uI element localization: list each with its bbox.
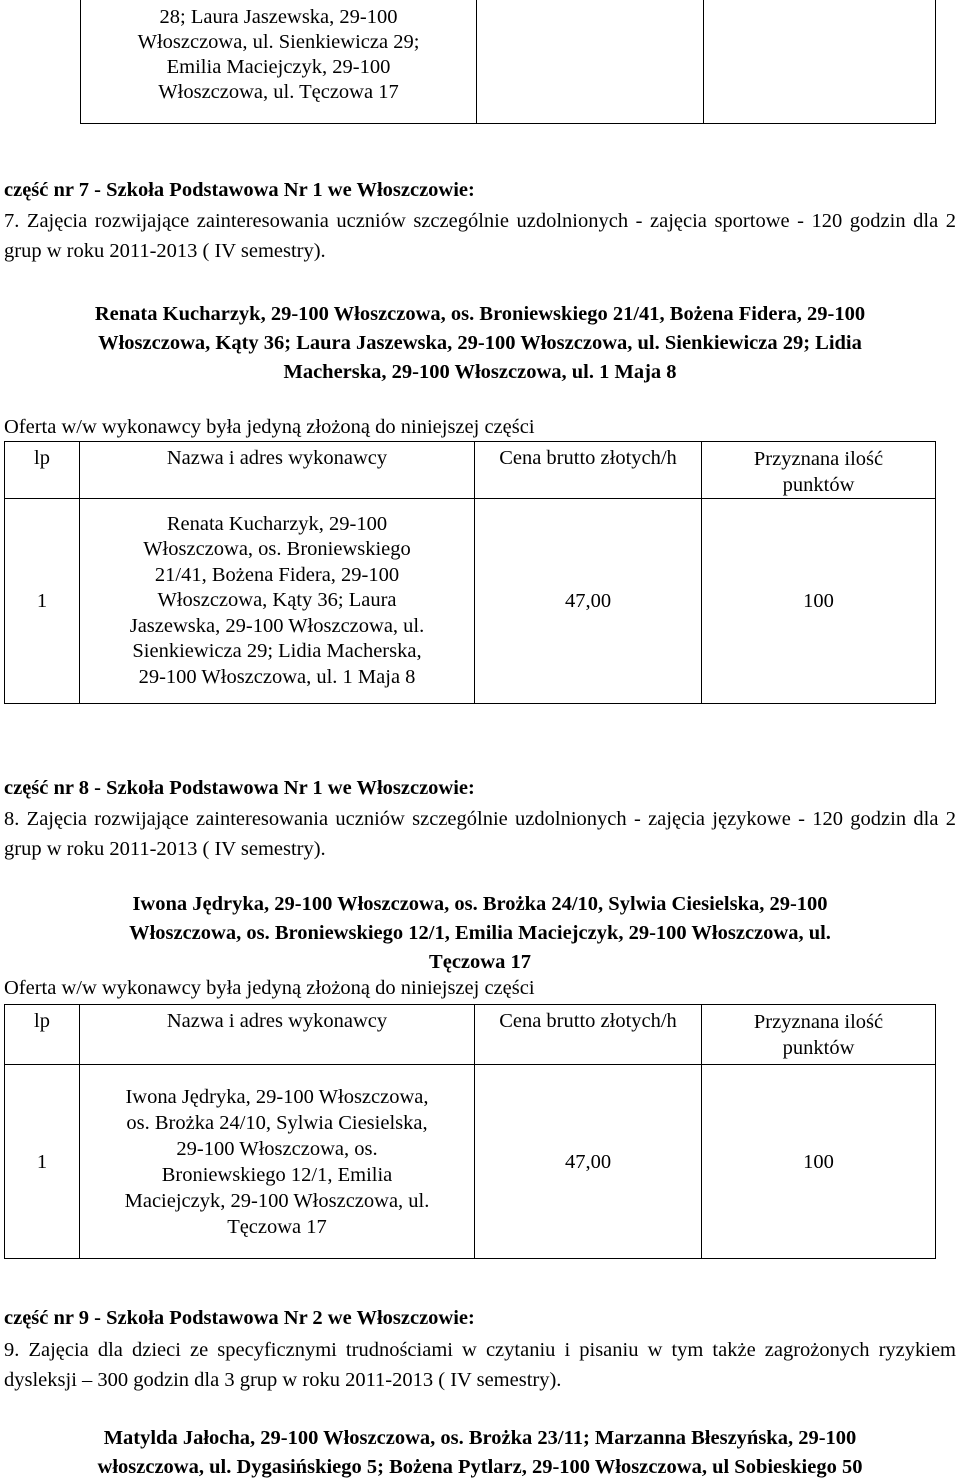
previous-name-line: Emilia Maciejczyk, 29-100: [166, 56, 391, 78]
winner-line: Włoszczowa, os. Broniewskiego 12/1, Emilia Maciejczyk, 29-100 Włoszczowa, ul.: [129, 922, 831, 944]
col-header-name: Nazwa i adres wykonawcy: [80, 442, 475, 499]
previous-price-cell: [477, 0, 704, 124]
row-name-line: Maciejczyk, 29-100 Włoszczowa, ul.: [124, 1189, 430, 1212]
row-lp: 1: [5, 1065, 80, 1259]
offer-note: Oferta w/w wykonawcy była jedyną złożoną do niniejszej części: [4, 416, 535, 438]
previous-name-line: 28; Laura Jaszewska, 29-100: [159, 6, 398, 28]
offer-note: Oferta w/w wykonawcy była jedyną złożoną do niniejszej części: [4, 977, 535, 999]
row-name-line: Broniewskiego 12/1, Emilia: [161, 1163, 393, 1186]
row-name-line: Jaszewska, 29-100 Włoszczowa, ul.: [129, 614, 425, 637]
row-name-line: Sienkiewicza 29; Lidia Macherska,: [132, 640, 422, 663]
row-name-line: 29-100 Włoszczowa, ul. 1 Maja 8: [138, 665, 416, 688]
table-row: [5, 499, 936, 704]
row-name: [80, 1065, 475, 1259]
winner-line: Matylda Jałocha, 29-100 Włoszczowa, os. Brożka 23/11; Marzanna Błeszyńska, 29-100: [103, 1427, 857, 1449]
row-price: 47,00: [475, 499, 702, 704]
col-header-points: Przyznana ilość punktów: [702, 1005, 936, 1065]
part-heading: część nr 9 - Szkoła Podstawowa Nr 2 we Włoszczowie:: [4, 1307, 475, 1329]
table-row: [5, 1065, 936, 1259]
winner-text: [0, 890, 960, 977]
row-name-line: 21/41, Bożena Fidera, 29-100: [154, 563, 400, 586]
winner-line: Włoszczowa, Kąty 36; Laura Jaszewska, 29-100 Włoszczowa, ul. Sienkiewicza 29; Lidia: [98, 332, 862, 354]
row-points: 100: [702, 499, 936, 704]
winner-text: [0, 300, 960, 387]
part-heading: część nr 7 - Szkoła Podstawowa Nr 1 we Włoszczowie:: [4, 179, 475, 201]
previous-name-cell: [81, 0, 477, 124]
part-heading: część nr 8 - Szkoła Podstawowa Nr 1 we Włoszczowie:: [4, 777, 475, 799]
winner-line: Tęczowa 17: [429, 951, 531, 973]
col-header-lp: lp: [5, 442, 80, 499]
col-header-price: Cena brutto złotych/h: [475, 1005, 702, 1065]
offers-table: [4, 441, 936, 704]
col-header-name: Nazwa i adres wykonawcy: [80, 1005, 475, 1065]
col-header-price: Cena brutto złotych/h: [475, 442, 702, 499]
winner-line: Iwona Jędryka, 29-100 Włoszczowa, os. Brożka 24/10, Sylwia Ciesielska, 29-100: [132, 893, 828, 915]
col-header-points: Przyznana ilość punktów: [702, 442, 936, 499]
previous-name-line: Włoszczowa, ul. Sienkiewicza 29;: [137, 31, 420, 53]
part-description: 8. Zajęcia rozwijające zainteresowania uczniów szczególnie uzdolnionych - zajęcia językowe - 120 godzin dla 2 grup w roku 2011-2013 ( IV semestry).: [4, 808, 956, 860]
part-description: 7. Zajęcia rozwijające zainteresowania uczniów szczególnie uzdolnionych - zajęcia sportowe - 120 godzin dla 2 grup w roku 2011-2013 ( IV semestry).: [4, 210, 956, 262]
row-lp: 1: [5, 499, 80, 704]
row-name: [80, 499, 475, 704]
previous-part-table: [80, 0, 936, 124]
row-name-line: os. Brożka 24/10, Sylwia Ciesielska,: [126, 1111, 428, 1134]
row-name-line: Iwona Jędryka, 29-100 Włoszczowa,: [125, 1085, 429, 1108]
winner-line: włoszczowa, ul. Dygasińskiego 5; Bożena Pytlarz, 29-100 Włoszczowa, ul Sobieskiego 50: [97, 1456, 863, 1478]
winner-line: Macherska, 29-100 Włoszczowa, ul. 1 Maja 8: [283, 361, 677, 383]
winner-text: [0, 1424, 960, 1482]
row-name-line: Renata Kucharzyk, 29-100: [166, 512, 388, 535]
row-name-line: Włoszczowa, os. Broniewskiego: [143, 538, 411, 561]
previous-name-line: Włoszczowa, ul. Tęczowa 17: [158, 81, 399, 103]
part-description: 9. Zajęcia dla dzieci ze specyficznymi trudnościami w czytaniu i pisaniu w tym także zagrożonych ryzykiem dysleksji – 300 godzin dla 3 grup w roku 2011-2013 ( IV semestry).: [4, 1339, 956, 1391]
col-header-lp: lp: [5, 1005, 80, 1065]
row-name-line: 29-100 Włoszczowa, os.: [176, 1137, 378, 1160]
row-name-line: Tęczowa 17: [227, 1215, 327, 1238]
previous-points-cell: [704, 0, 936, 124]
row-price: 47,00: [475, 1065, 702, 1259]
row-points: 100: [702, 1065, 936, 1259]
offers-table: [4, 1004, 936, 1259]
row-name-line: Włoszczowa, Kąty 36; Laura: [157, 589, 397, 612]
winner-line: Renata Kucharzyk, 29-100 Włoszczowa, os. Broniewskiego 21/41, Bożena Fidera, 29-100: [94, 303, 866, 325]
